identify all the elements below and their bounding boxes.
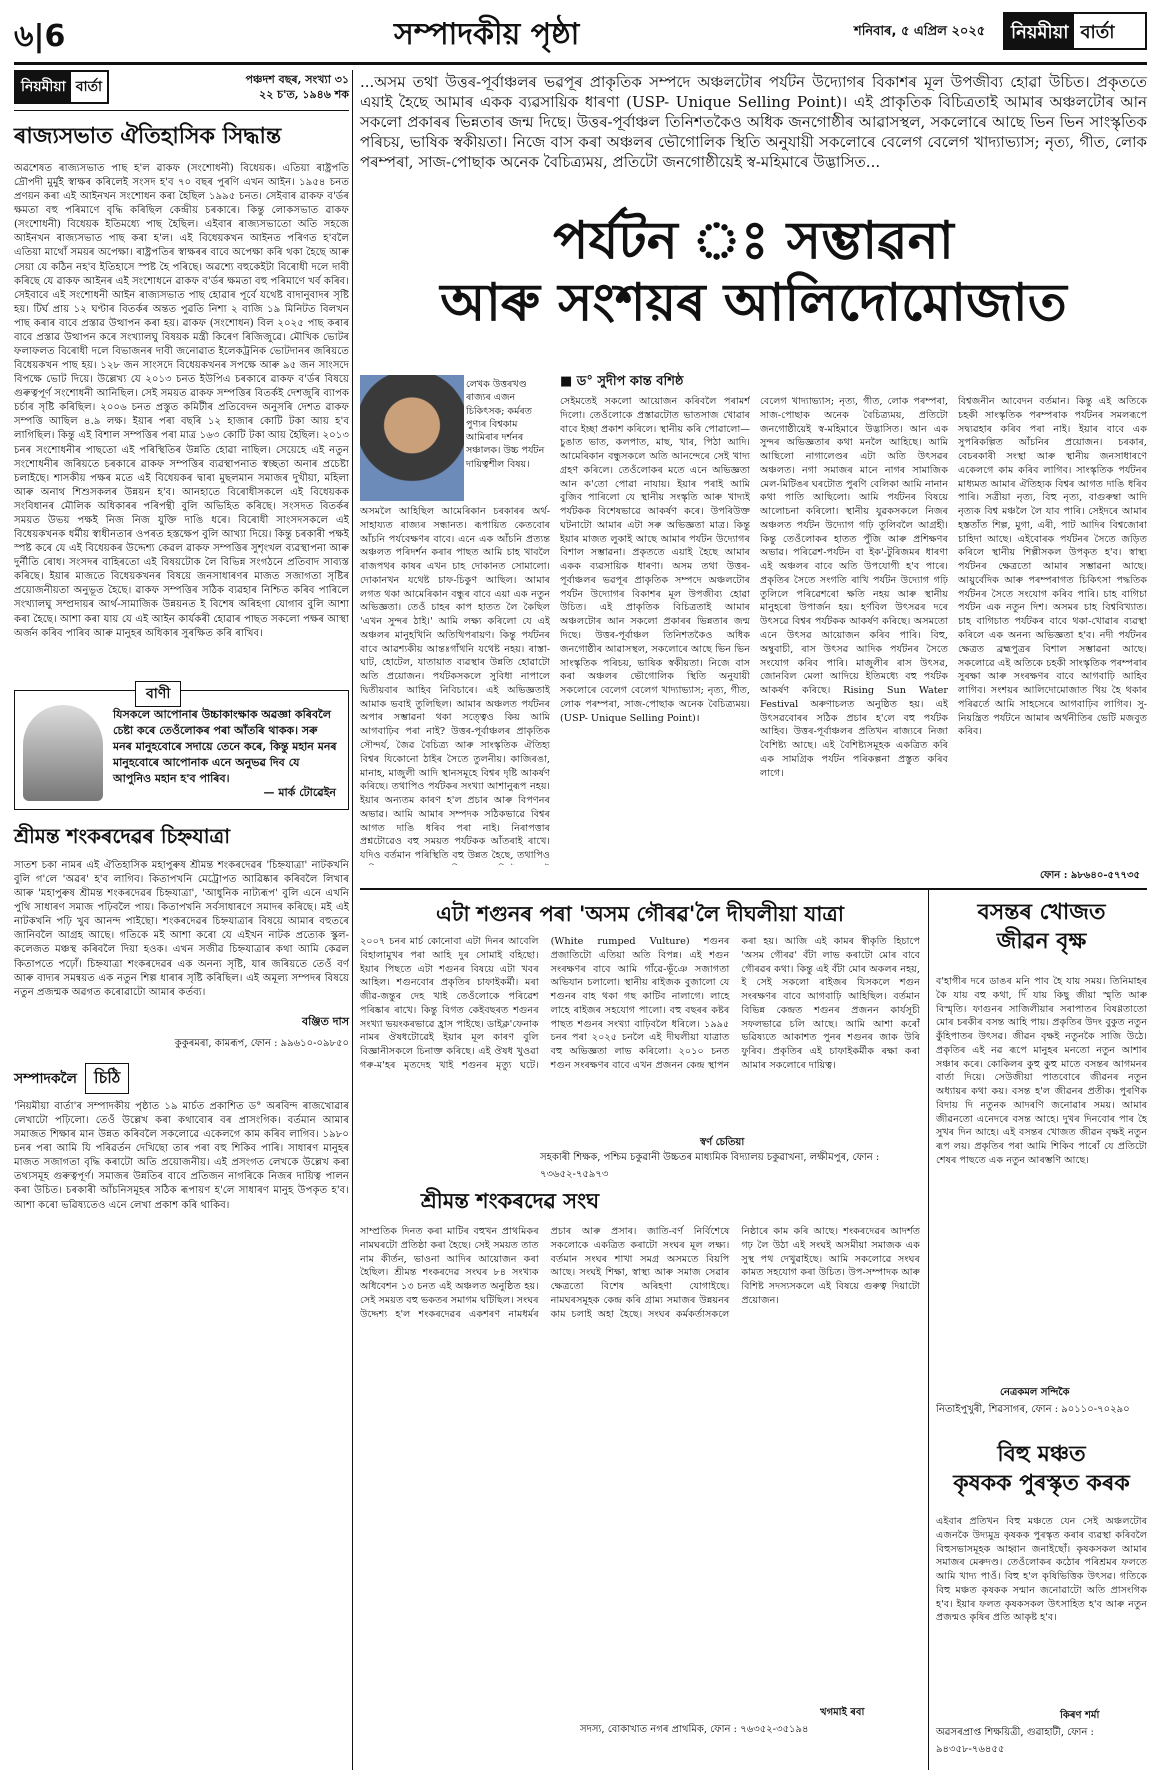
newspaper-logo <box>1003 12 1147 50</box>
letter-body-sangha: সাম্প্ৰতিক দিনত কৰা মাটিৰ বহুখন প্ৰাথমিকৰ নামঘৰটো প্ৰতিষ্ঠা কৰা হৈছে। সেই সময়ত তাত নাম কীৰ্তন, ভাওনা আদিৰ আয়োজন কৰা হৈছিল। শ্ৰীমন্ত শংকৰদেৱ সংঘৰ ৮৪ সংখ্যক অধিবেশন ১৩ চনত এই অঞ্চলত অনুষ্ঠিত হয়। সেই সময়ত বহু ভকতৰ সমাগম ঘটিছিল। সংঘৰ উদ্দেশ্য হ'ল শংকৰদেৱৰ একশৰণ নামধৰ্মৰ প্ৰচাৰ আৰু প্ৰসাৰ। জাতি-বৰ্ণ নিৰ্বিশেষে সকলোকে একত্ৰিত কৰাটো সংঘৰ মূল লক্ষ্য। বৰ্তমান সংঘৰ শাখা সমগ্ৰ অসমতে বিয়পি আছে। সংঘই শিক্ষা, স্বাস্থ্য আৰু সমাজ সেৱাৰ ক্ষেত্ৰতো বিশেষ অৰিহণা যোগাইছে। নামঘৰসমূহক কেন্দ্ৰ কৰি গ্ৰাম্য সমাজৰ উন্নয়নৰ কাম চলাই অহা হৈছে। সংঘৰ কৰ্মকৰ্তাসকলে নিষ্ঠাৰে কাম কৰি আছে। শংকৰদেৱৰ আদৰ্শত গঢ় লৈ উঠা এই সংঘই অসমীয়া সমাজক এক সুস্থ পথ দেখুৱাইছে। আমি সকলোৱে সংঘৰ কামত সহযোগ কৰা উচিত। উপ-সম্পাদক আৰু বিশিষ্ট সদস্যসকলে এই বিষয়ে গুৰুত্ব দিয়াটো প্ৰয়োজন। <box>360 1226 920 1320</box>
letter-body-basanta: ব'হাগীৰ দৰে ডাঙৰ মনি পাব হৈ যায় সময়। তিনিমাহৰ কৈ যায় বহু কথা, দিঁ যায় কিছু জীয়া স্মৃতি আৰু বিস্মৃতি। ফাগুনৰ সাজিলীয়াৰ সৰাপাতৰ বিষণ্ণতাতো মোৰ চৰকীৰ বসন্ত আহি পায়। প্ৰকৃতিৰ উদং বুকুত নতুন কুঁহিপাতৰ উৎসৱ। জীৱন বৃক্ষই নতুনকৈ সাজি উঠে। প্ৰকৃতিৰ এই নৱ ৰূপে মানুহৰ মনতো নতুন আশাৰ সঞ্চাৰ কৰে। কোকিলৰ কুহু কুহু মাতে বসন্তৰ আগমনৰ বাৰ্তা দিয়ে। সেউজীয়া পাতবোৰে জীৱনৰ নতুন অধ্যায়ৰ কথা কয়। বসন্ত হ'ল জীৱনৰ প্ৰতীক। পুৰণিক বিদায় দি নতুনক আদৰণি জনোৱাৰ সময়। আমাৰ জীৱনতো এনেদৰে বসন্ত আহে। দুখৰ দিনবোৰ পাৰ হৈ সুখৰ দিন আহে। এই বসন্তৰ খোজত জীৱন বৃক্ষই নতুন ৰূপ লয়। প্ৰকৃতিৰ পৰা আমি শিকিব পাৰোঁ যে প্ৰতিটো শেষৰ পাছতে এক নতুন আৰম্ভণি আছে। <box>936 976 1147 1166</box>
letter-title-basanta <box>936 898 1147 955</box>
letter-body-bihu: এইবাৰ প্ৰতিখন বিহু মঞ্চতে যেন সেই অঞ্চলটোৰ এজনকৈ উদ্যমুদ্ৰ কৃষকক পুৰস্কৃত কৰাৰ ব্যৱস্থা কৰিবলৈ বিহুসভাসমূহক আহ্বান জনাইছোঁ। কৃষকসকল আমাৰ সমাজৰ মেৰুদণ্ড। তেওঁলোকৰ কঠোৰ পৰিশ্ৰমৰ ফলতে আমি খাদ্য পাওঁ। বিহু হ'ল কৃষিভিত্তিক উৎসৱ। গতিকে বিহু মঞ্চত কৃষকক সন্মান জনোৱাটো অতি প্ৰাসংগিক হ'ব। ইয়াৰ ফলত কৃষকসকল উৎসাহিত হ'ব আৰু নতুন প্ৰজন্মও কৃষিৰ প্ৰতি আকৃষ্ট হ'ব। <box>936 1516 1147 1624</box>
masthead-logo <box>14 70 109 104</box>
article-column-1: অসমলৈ আহিছিল আমেৰিকান চৰকাৰৰ অৰ্থ-সাহায্যত ৰাজ্যৰ সন্ধানত। ৰূপায়িত কেতবোৰ আঁচনি পৰ্যবেক্ষণৰ বাবে। এনে এক আঁচনি প্ৰত্যন্ত অঞ্চলত পৰিদৰ্শন কৰাৰ পাছত আমি চাহ খাবলৈ ৰাজপথৰ কাষৰ এখন চাহ দোকানত সোমালো। দোকানখন যথেষ্ট চাফ-চিকুণ আছিল। আমাৰ লগত থকা আমেৰিকান বন্ধুৰ বাবে এয়া এক নতুন অভিজ্ঞতা। তেওঁ চাহৰ কাপ হাতত লৈ কৈছিল 'এখন সুন্দৰ ঠাই।' আমি লক্ষ্য কৰিলো যে এই অঞ্চলৰ মানুহখিনি অতিথিপৰায়ণ। কিন্তু পৰ্যটনৰ বাবে আৱশ্যকীয় আন্তঃগাঁথনি যথেষ্ট নহয়। ৰাস্তা-ঘাট, হোটেল, যাতায়াত ব্যৱস্থাৰ উন্নতি হোৱাটো অতি প্ৰয়োজন। পৰ্যটকসকলে সুবিধা নাপালে দ্বিতীয়বাৰ আহিব নিবিচাৰে। এই অভিজ্ঞতাই আমাক ভবাই তুলিছিল। আমাৰ অঞ্চলত পৰ্যটনৰ অপাৰ সম্ভাৱনা থকা সত্ত্বেও কিয় আমি আগবাঢ়িব পৰা নাই? উত্তৰ-পূৰ্বাঞ্চলৰ প্ৰাকৃতিক সৌন্দৰ্য, জৈৱ বৈচিত্ৰ্য আৰু সাংস্কৃতিক ঐতিহ্য বিশ্বৰ যিকোনো ঠাইৰ সৈতে তুলনীয়। কাজিৰঙা, মানাহ, মাজুলী আদি স্থানসমূহে বিশ্বৰ দৃষ্টি আকৰ্ষণ কৰিছে। তথাপিও পৰ্যটকৰ সংখ্যা আশানুৰূপ নহয়। ইয়াৰ অন্যতম কাৰণ হ'ল প্ৰচাৰ আৰু বিপণনৰ অভাৱ। আমি আমাৰ সম্পদক সঠিকভাৱে বিশ্বৰ আগত দাঙি ধৰিব পৰা নাই। নিৰাপত্তাৰ প্ৰশ্নটোৱেও বহু সময়ত পৰ্যটকক আঁতৰাই ৰাখে। যদিও বৰ্তমান পৰিস্থিতি বহু উন্নত হৈছে, তথাপিও <box>360 506 550 862</box>
letter-address-chinhajatra: কুকুৰমৰা, কামৰূপ, ফোন : ৯৯৬১০-০৯৮৫০ <box>174 1038 349 1049</box>
letter-address-bihu: অৱসৰপ্ৰাপ্ত শিক্ষয়িত্ৰী, গুৱাহাটী, ফোন : ৯৪৩৫৮-৭৬৪৫৫ <box>936 1727 1094 1755</box>
quote-author: — মাৰ্ক টোৱেইন <box>263 786 336 799</box>
letter-address-basanta: নিতাইপুখুৰী, শিৱসাগৰ, ফোন : ৯০১১০-৭০২৯০ <box>936 1404 1130 1415</box>
article-column-2: সেইমতেই সকলো আয়োজন কৰিবলৈ পৰামৰ্শ দিলো। তেওঁলোকে প্ৰস্তাৱটোত ভাতসাজ খোৱাৰ বাবে ইচ্ছা প্ৰকাশ কৰিলে। স্থানীয় কৰি পোৱালো—চুঙাত ভাত, কলপাত, মাছ, খাৰ, পিঠা আদি। আমেৰিকান বন্ধুসকলে অতি আনন্দেৰে সেই খাদ্য গ্ৰহণ কৰিলে। তেওঁলোকৰ মতে এনে অভিজ্ঞতা আন ক'তো পোৱা নাযায়। ইয়াৰ পৰাই আমি বুজিব পাৰিলো যে স্থানীয় সংস্কৃতি আৰু খাদ্যই পৰ্যটকক বিশেষভাৱে আকৰ্ষণ কৰে। উপৰিউক্ত ঘটনাটো আমাৰ এটা সৰু অভিজ্ঞতা মাত্ৰ। কিন্তু ইয়াৰ মাজত লুকাই আছে আমাৰ পৰ্যটন উদ্যোগৰ বিশাল সম্ভাৱনা। প্ৰকৃততে এয়াই হৈছে আমাৰ একক ব্যৱসায়িক ধাৰণা। অসম তথা উত্তৰ-পূৰ্বাঞ্চলৰ ভৱপূৰ প্ৰাকৃতিক সম্পদে অঞ্চলটোৰ পৰ্যটন উদ্যোগৰ বিকাশৰ মূল উপজীব্য হোৱা উচিত। এই প্ৰাকৃতিক বিচিত্ৰতাই আমাৰ অঞ্চলটোৰ আন সকলো প্ৰকাৰৰ ভিন্নতাৰ জন্ম দিছে। উত্তৰ-পূৰ্বাঞ্চল তিনিশতকৈও অধিক জনগোষ্ঠীৰ আৱাসস্থল, সকলোৰে আছে ভিন ভিন সাংস্কৃতিক পৰিচয়, ভাষিক স্বকীয়তা। নিজে বাস কৰা অঞ্চলৰ ভৌগোলিক স্থিতি অনুযায়ী সকলোৰে বেলেগ বেলেগ খাদ্যাভ্যাস; নৃত্য, গীত, লোক পৰম্পৰা, সাজ-পোছাক অনেক বৈচিত্ৰ্যময়। (USP- Unique Selling Point)। <box>560 396 750 724</box>
masthead-logo-1: নিয়মীয়া <box>16 72 71 102</box>
basanta-title-1: বসন্তৰ খোজত <box>977 899 1106 925</box>
letters-label-2: চিঠি <box>85 1063 129 1094</box>
editorial-body: অৱশেষত ৰাজ্যসভাত পাছ হ'ল ৱাকফ (সংশোধনী) বিধেয়ক। এতিয়া ৰাষ্ট্ৰপতি দ্ৰৌপদী মুৰ্মুই স্বাক্ষৰ কৰিলেই সংসদ হ'ব ৭০ বছৰ পুৰণি এখন আইন। ১৯৫৪ চনত প্ৰণয়ন কৰা এই আইনখন সংশোধন কৰা হৈছিল ১৯৯৫ চনত। সেইবাৰ ৱাকফ ব'ৰ্ডৰ ক্ষমতা বহু পৰিমাণে বৃদ্ধি কৰিছিল কেন্দ্ৰীয় চৰকাৰে। কিন্তু লোকসভাত ৱাকফ (সংশোধনী) বিধেয়ক ইতিমধ্যে পাছ হৈছিল। এইবাৰ ৰাজ্যসভাতো অতি সহজে আইনখন ৰাজ্যসভাত পাছ কৰা হ'ল। এই বিধেয়কখন আইনত পৰিণত হ'বলৈ এতিয়া মাথোঁ সময়ৰ অপেক্ষা। ৰাষ্ট্ৰপতিৰ স্বাক্ষৰৰ বাবে অপেক্ষা কৰি থকা হৈছে আৰু সেয়া যে কঠিন নহ'ব ইতিহাসে স্পষ্ট হৈ পৰিছে। অৱশ্যে বহুকেইটা বিৰোধী দলে দাবী কৰিছে যে ৱাকফ আইনৰ এই সংশোধনে ৱাকফ ব'ৰ্ডৰ ক্ষমতা বহু পৰিমাণে খৰ্ব কৰিব। সেইবাবে এই সংশোধনী আইন ৰাজ্যসভাত পাছ হোৱাৰ পূৰ্বে যথেষ্ট বাদানুবাদৰ সৃষ্টি হয়। টিৰ্ঘ প্ৰায় ১২ ঘণ্টাৰ বিতৰ্কৰ অন্তত পুৱতি নিশা ২ বাজি ১৯ মিনিটত বিলখন পাছ কৰাৰ বাবে প্ৰস্তাৱ উত্থাপন কৰা হয়। ৱাকফ (সংশোধন) বিল ২০২৫ পাছ কৰাৰ বাবে প্ৰস্তাৱ উত্থাপন কৰে সংখ্যালঘু বিষয়ক মন্ত্ৰী কিৰেণ ৰিজিজুৱে। মৌখিক ভোটৰ ফলাফলত বিৰোধী দলে বিভাজনৰ দাবী জনোৱাত ইলেকট্ৰনিক ভোটদানৰ জৰিয়তে বিধেয়কখন পাছ হয়। ১২৮ জন সাংসদে বিধেয়কখনৰ সপক্ষে আৰু ৯৫ জন সাংসদে বিপক্ষে ভোট দিয়ে। উল্লেখ্য যে ২০১৩ চনত ইউপিএ চৰকাৰে ৱাকফ ব'ৰ্ডৰ বিষয়ে গুৰুত্বপূৰ্ণ সংশোধনী আনিছিল। সেই সময়ত ৱাকফ সম্পত্তিৰ বিতৰ্কই দেশজুৰি ব্যাপক চৰ্চাৰ সৃষ্টি কৰিছিল। ২০০৬ চনত প্ৰস্তুত কমিটীৰ প্ৰতিবেদন অনুসৰি দেশত ৱাকফ সম্পত্তি আছিল ৪.৯ লক্ষ। ইয়াৰ পৰা বছৰি ১২ হাজাৰ কোটি টকা আয় হ'ব লাগিছিল। কিন্তু এই বিশাল সম্পত্তিৰ পৰা মাত্ৰ ১৬৩ কোটি টকা আয় হৈছিল। ২০১৩ চনৰ সংশোধনীৰ পাছতো এই পৰিস্থিতিৰ উন্নতি হোৱা নাছিল। সেয়েহে এই নতুন সংশোধনীৰ জৰিয়তে চৰকাৰে ৱাকফ সম্পত্তিৰ ব্যৱস্থাপনাত স্বচ্ছতা অনাৰ প্ৰচেষ্টা চলাইছে। শাসকীয় পক্ষৰ মতে এই বিধেয়কৰ দ্বাৰা মুছলমান সমাজৰ দুখীয়া, মহিলা আৰু অনাথ শিশুসকলৰ উন্নয়ন হ'ব। আনহাতে বিৰোধীসকলে এই বিধেয়কক সংবিধানৰ মৌলিক অধিকাৰৰ পৰিপন্থী বুলি অভিহিত কৰিছে। সংসদত বিতৰ্কৰ সময়ত উভয় পক্ষই নিজ নিজ যুক্তি দাঙি ধৰে। বিৰোধী সাংসদসকলে এই বিধেয়কখনক ধৰ্মীয় স্বাধীনতাৰ ওপৰত হস্তক্ষেপ বুলি আখ্যা দিয়ে। কিন্তু চৰকাৰী পক্ষই স্পষ্ট কৰে যে এই বিধেয়কৰ উদ্দেশ্য কেৱল ৱাকফ সম্পত্তিৰ সুশৃংখল ব্যৱস্থাপনা আৰু দুৰ্নীতি ৰোধ। সংসদৰ বাহিৰতো এই বিষয়টোক লৈ বিভিন্ন সংগঠনে প্ৰতিবাদ সাব্যস্ত কৰিছে। ইয়াৰ মাজতে বিধেয়কখনৰ বিষয়ে জনসাধাৰণৰ মাজত সজাগতা সৃষ্টিৰ প্ৰয়োজনীয়তা অনুভূত হৈছে। ৱাকফ সম্পত্তিৰ সঠিক ব্যৱহাৰ নিশ্চিত কৰিব পাৰিলে সংখ্যালঘু সম্প্ৰদায়ৰ আৰ্থ-সামাজিক উন্নয়নত ই বিশেষ অৰিহণা যোগাব বুলি আশা কৰা হৈছে। আশা কৰা যায় যে এই আইন কাৰ্যকৰী হোৱাৰ পাছত সকলো পক্ষৰ আস্থা অৰ্জন কৰিব পাৰিব আৰু মানুহৰ অধিকাৰ সুৰক্ষিত কৰি ৰাখিব। <box>14 163 349 639</box>
letter-title-chinhajatra: শ্ৰীমন্ত শংকৰদেৱৰ চিহ্নযাত্ৰা <box>14 824 231 848</box>
section-title: সম্পাদকীয় পৃষ্ঠা <box>394 17 580 52</box>
logo-part-2: বাৰ্তা <box>1080 22 1115 43</box>
year-issue: পঞ্চদশ বছৰ, সংখ্যা ৩১ <box>245 72 349 86</box>
letters-label-1: সম্পাদকলৈ <box>14 1070 77 1087</box>
article-column-4: বিশ্বজনীন আবেদন বৰ্তমান। কিন্তু এই অতিকে চহকী সাংস্কৃতিক পৰম্পৰাক পৰ্যটনৰ সমলৰূপে সদ্ব্যৱহাৰ কৰিব পৰা নাই। ইয়াৰ বাবে এক সুপৰিকল্পিত আঁচনিৰ প্ৰয়োজন। চৰকাৰ, বেচৰকাৰী সংস্থা আৰু স্থানীয় জনসাধাৰণে একেলগে কাম কৰিব লাগিব। সাংস্কৃতিক পৰ্যটনৰ মাধ্যমত আমাৰ ঐতিহ্যক বিশ্বৰ আগত দাঙি ধৰিব পাৰি। সত্ৰীয়া নৃত্য, বিহু নৃত্য, বাগুৰুম্বা আদি নৃত্যক বিশ্ব মঞ্চলৈ লৈ যাব পাৰি। সেইদৰে আমাৰ হস্ততাঁত শিল্প, মুগা, এৰী, পাট আদিৰ বিশ্বজোৰা চাহিদা আছে। এইবোৰক পৰ্যটনৰ সৈতে জড়িত কৰিলে স্থানীয় শিল্পীসকল উপকৃত হ'ব। স্বাস্থ্য পৰ্যটনৰ ক্ষেত্ৰতো আমাৰ সম্ভাৱনা আছে। আয়ুৰ্বেদিক আৰু পৰম্পৰাগত চিকিৎসা পদ্ধতিক পৰ্যটনৰ সৈতে সংযোগ কৰিব পাৰি। চাহ বাগিচা পৰ্যটন এক নতুন দিশ। অসমৰ চাহ বিশ্ববিখ্যাত। চাহ বাগিচাত পৰ্যটকৰ বাবে থকা-খোৱাৰ ব্যৱস্থা কৰিলে এক অনন্য অভিজ্ঞতা হ'ব। নদী পৰ্যটনৰ ক্ষেত্ৰত ব্ৰহ্মপুত্ৰৰ বিশাল সম্ভাৱনা আছে। সকলোৱে এই অতিকে চহকী সাংস্কৃতিক পৰম্পৰাৰ সুৰক্ষা আৰু সংৰক্ষণৰ বাবে আগবাঢ়ি আহিব লাগিব। সংশয়ৰ আলিদোমোজাত থিয় হৈ থকাৰ পৰিৱৰ্তে আমি সাহসেৰে আগবাঢ়িব লাগিব। সু-নিয়ন্ত্ৰিত পৰ্যটনে আমাৰ অৰ্থনীতিৰ ভেটি মজবুত কৰিব। <box>958 396 1147 738</box>
letter-title-sangha: শ্ৰীমন্ত শংকৰদেৱ সংঘ <box>420 1188 600 1213</box>
editorial-title: ৰাজ্যসভাত ঐতিহাসিক সিদ্ধান্ত <box>14 123 282 149</box>
letter-body-chinhajatra: সাতশ চকা নামৰ এই ঐতিহাসিক মহাপুৰুষ শ্ৰীমন্ত শংকৰদেৱৰ 'চিহ্নযাত্ৰা' নাটকখনি বুলি গ'লে 'অৱৰ' হ'ব লাগিব। কিতাপখনি মেট্ৰোপত আৱিষ্কাৰ কৰিবলৈ লিখাৰ আৰু 'মহাপুৰুষ শ্ৰীমন্ত শংকৰদেৱৰ চিহ্নযাত্ৰা', 'আধুনিক নাট্যৰূপ' বুলি এনে এখনি পুথি সাধাৰণ সমাজ পঢ়িবলৈ পায়। কিতাপখনি সৰ্বসাধাৰণে সমাদৰ কৰিছে। মই এই নাটকখনি পঢ়ি খুব আনন্দ পাইছো। শংকৰদেৱৰ চিহ্নযাত্ৰাৰ বিষয়ে আমাৰ বহুতৰে জানিবলৈ আগ্ৰহ আছে। গতিকে মই আশা কৰো যে এইখন নাটক প্ৰত্যেক স্কুল-কলেজত মঞ্চস্থ কৰিবলৈ দিয়া হওক। এখন সজীৱ চিহ্নযাত্ৰাৰ কথা আমি কেৱল কিতাপতে পঢ়োঁ। চিহ্নযাত্ৰা শংকৰদেৱৰ এক অনন্য সৃষ্টি, যাৰ জৰিয়তে তেওঁ বৰ্ণ আৰু বাদ্যৰ সমন্বয়ত এক নতুন শিল্প ধাৰাৰ সৃষ্টি কৰিছিল। এই অমূল্য সম্পদৰ বিষয়ে নতুন প্ৰজন্মক অৱগত কৰোৱাটো আমাৰ কৰ্তব্য। <box>14 860 349 998</box>
column-divider <box>352 70 353 1770</box>
letter-author-chinhajatra: বঞ্জিত দাস <box>302 1015 349 1028</box>
quote-text: যিসকলে আপোনাৰ উচ্চাকাংক্ষাক অৱজ্ঞা কৰিবলৈ চেষ্টা কৰে তেওঁলোকৰ পৰা আঁতৰি থাকক। সৰু মনৰ মানুহবোৰে সদায়ে তেনে কৰে, কিন্তু মহান মনৰ মানুহবোৰে আপোনাক এনে অনুভৱ দিব যে আপুনিও মহান হ'ব পাৰিব। <box>113 708 337 785</box>
article-pullquote: ...অসম তথা উত্তৰ-পূৰ্বাঞ্চলৰ ভৱপূৰ প্ৰাকৃতিক সম্পদে অঞ্চলটোৰ পৰ্যটন উদ্যোগৰ বিকাশৰ মূল উপজীব্য হোৱা উচিত। প্ৰকৃততে এয়াই হৈছে আমাৰ একক ব্যৱসায়িক ধাৰণা (USP- Unique Selling Point)। এই প্ৰাকৃতিক বিচিত্ৰতাই আমাৰ অঞ্চলটোৰ আন সকলো প্ৰকাৰৰ ভিন্নতাৰ জন্ম দিছে। উত্তৰ-পূৰ্বাঞ্চল তিনিশতকৈও অধিক জনগোষ্ঠীৰ আৱাসস্থল, সকলোৰে আছে ভিন ভিন সাংস্কৃতিক পৰিচয়, ভাষিক স্বকীয়তা। নিজে বাস কৰা অঞ্চলৰ ভৌগোলিক স্থিতি অনুযায়ী সকলোৰে বেলেগ বেলেগ খাদ্যাভ্যাস; নৃত্য, গীত, লোক পৰম্পৰা, সাজ-পোছাক অনেক বৈচিত্ৰ্যময়, প্ৰতিটো জনগোষ্ঠীয়েই স্ব-মহিমাৰে উদ্ভাসিত... <box>360 73 1147 172</box>
masthead <box>14 70 349 111</box>
letters-body: 'নিয়মীয়া বাৰ্তা'ৰ সম্পাদকীয় পৃষ্ঠাত ১৯ মাৰ্চত প্ৰকাশিত ড° অৰবিন্দ ৰাজখোৱাৰ লেখাটো পঢ়িলো। তেওঁ উল্লেখ কৰা কথাবোৰ বৰ প্ৰাসংগিক। বৰ্তমান আমাৰ সমাজত শিক্ষাৰ মান উন্নত কৰিবলৈ সকলোৱে একেলগে কাম কৰিব লাগিব। ১৯৮০ চনৰ পৰা আমি যি পৰিৱৰ্তন দেখিছো তাৰ পৰা বহু শিকিব পাৰি। সাধাৰণ মানুহৰ মাজত সজাগতা বৃদ্ধি কৰাটো অতি প্ৰয়োজনীয়। এই প্ৰসংগত লেখকে উল্লেখ কৰা তথ্যসমূহ গুৰুত্বপূৰ্ণ। সমাজৰ উন্নতিৰ বাবে প্ৰতিজন নাগৰিকে নিজৰ দায়িত্ব পালন কৰা উচিত। চৰকাৰী আঁচনিসমূহৰ সঠিক ৰূপায়ণ হ'লে সাধাৰণ মানুহ উপকৃত হ'ব। আশা কৰো ভৱিষ্যতেও এনে লেখা প্ৰকাশ কৰি থাকিব। <box>14 1101 349 1211</box>
article-phone: ফোন : ৯৮৬৪০-৫৭৭৩৫ <box>1040 870 1140 881</box>
author-portrait <box>23 705 103 801</box>
bihu-title-1: বিহু মঞ্চত <box>997 1441 1086 1467</box>
bihu-title-2: কৃষকক পুৰস্কৃত কৰক <box>953 1469 1130 1496</box>
article-byline: ■ ড° সুদীপ কান্ত বশিষ্ঠ <box>560 374 684 389</box>
quote-box <box>14 686 349 810</box>
issue-date: শনিবাৰ, ৫ এপ্ৰিল ২০২৫ <box>854 24 986 39</box>
author-info: লেখক উত্তৰখণ্ড ৰাজ্যৰ এজন চিকিৎসক; কৰ্মৰত পুণ্যৰ বিশ্বকাম আমিৰাৰ দৰ্শনৰ সঞ্চালক। উচ্চ পৰ্যটন দায়িত্বশীল বিষয়। <box>466 379 545 470</box>
letter-author-bihu: কিৰণ শৰ্মা <box>1060 1710 1100 1721</box>
page-number: ৬|6 <box>14 19 66 54</box>
letter-author-basanta: নেত্ৰকমল সন্দিকৈ <box>1000 1387 1070 1398</box>
left-column <box>14 70 349 1330</box>
letter-title-asom-gourav: এটা শগুনৰ পৰা 'অসম গৌৰৱ'লৈ দীঘলীয়া যাত্ৰা <box>436 901 844 926</box>
quote-label: বাণী <box>135 681 181 707</box>
page-header <box>14 6 1147 65</box>
section-rule <box>360 888 1147 890</box>
headline-line-1: পৰ্যটন ঃ সম্ভাৱনা <box>553 211 954 271</box>
basanta-title-2: জীৱন বৃক্ষ <box>996 927 1087 954</box>
article-headline <box>360 210 1147 335</box>
masthead-logo-2: বাৰ্তা <box>75 79 103 95</box>
column-divider-right <box>928 890 929 1770</box>
logo-part-1: নিয়মীয়া <box>1005 14 1074 48</box>
letters-header <box>14 1063 349 1094</box>
letter-author-sangha: খগমাই ৰবা <box>820 1707 865 1718</box>
letter-author-asom-gourav: স্বৰ্ণ চেতিয়া <box>700 1137 745 1148</box>
masthead-meta <box>119 72 349 103</box>
letter-title-bihu <box>936 1440 1147 1497</box>
letter-address-sangha: সদস্য, বোকাখাত নগৰ প্ৰাথমিক, ফোন : ৭৬৩৫২-৩৫১৯৪ <box>580 1724 809 1735</box>
article-column-3: বেলেগ খাদ্যাভ্যাস; নৃত্য, গীত, লোক পৰম্পৰা, সাজ-পোছাক অনেক বৈচিত্ৰ্যময়, প্ৰতিটো জনগোষ্ঠীয়েই স্ব-মহিমাৰে উদ্ভাসিত। আন এক সুন্দৰ অভিজ্ঞতাৰ কথা মনলৈ আহিছে। আমি আছিলো নাগালেণ্ডৰ এটা অতি উৎসৱৰ অঞ্চলত। নগা সমাজৰ মানে নাগৰ সামাজিক মেল-মিটিঙৰ ঘৰটোত পুৰণি বেলিকা আমি নানান কথা পাতি আছিলো। আমি পৰ্যটনৰ বিষয়ে আলোচনা কৰিলো। স্থানীয় যুৱকসকলে নিজৰ অঞ্চলত পৰ্যটন উদ্যোগ গঢ়ি তুলিবলৈ আগ্ৰহী। কিন্তু তেওঁলোকৰ হাতত পুঁজি আৰু প্ৰশিক্ষণৰ অভাৱ। পৰিৱেশ-পৰ্যটন বা ইক'-টুৰিজমৰ ধাৰণা এই অঞ্চলৰ বাবে অতি উপযোগী হ'ব পাৰে। প্ৰকৃতিৰ সৈতে সংগতি ৰাখি পৰ্যটন উদ্যোগ গঢ়ি তুলিলে পৰিৱেশৰো ক্ষতি নহয় আৰু স্থানীয় মানুহৰো উপাৰ্জন হয়। হৰ্ণবিল উৎসৱৰ দৰে উৎসৱে বিশ্বৰ পৰ্যটকক আকৰ্ষণ কৰিছে। অসমতো এনে উৎসৱ আয়োজন কৰিব পাৰি। বিহু, অম্বুবাচী, ৰাস উৎসৱ আদিক পৰ্যটনৰ সৈতে সংযোগ কৰিব পাৰি। মাজুলীৰ ৰাস উৎসৱ, জোনবিল মেলা আদিয়ে ইতিমধ্যে বহু পৰ্যটক আকৰ্ষণ কৰিছে। Rising Sun Water Festival অৰুণাচলত অনুষ্ঠিত হয়। এই উৎসৱবোৰৰ সঠিক প্ৰচাৰ হ'লে বহু পৰ্যটক আহিব। উত্তৰ-পূৰ্বাঞ্চলৰ প্ৰতিখন ৰাজ্যৰে নিজা বৈশিষ্ট্য আছে। এই বৈশিষ্ট্যসমূহক একত্ৰিত কৰি এক সামগ্ৰিক পৰ্যটন পৰিকল্পনা প্ৰস্তুত কৰিব লাগে। <box>760 396 948 779</box>
letter-body-asom-gourav: ২০০৭ চনৰ মাৰ্চ কোনোবা এটা দিনৰ আবেলি বিহালামুখৰ পৰা আহি দুৰ সোমাই বহিছো। ইয়াৰ পিছতে এটা শগুনৰ বিষয়ে এটা খবৰ আহিল। শগুনবোৰ প্ৰকৃতিৰ চাফাইকৰ্মী। মৰা জীৱ-জন্তুৰ দেহ খাই তেওঁলোকে পৰিৱেশ পৰিষ্কাৰ ৰাখে। কিন্তু বিগত কেইবছৰত শগুনৰ সংখ্যা ভয়ংকৰভাৱে হ্ৰাস পাইছে। ডাইক্ল'ফেনাক নামৰ ঔষধটোৱেই ইয়াৰ মূল কাৰণ বুলি বিজ্ঞানীসকলে চিনাক্ত কৰিছে। এই ঔষধ খুওৱা গৰু-ম'হৰ মৃতদেহ খাই শগুনৰ মৃত্যু ঘটে। (White rumped Vulture) শগুনৰ প্ৰজাতিটো এতিয়া অতি বিপন্ন। এই শগুন সংৰক্ষণৰ বাবে আমি গাঁৱে-ভূঁঞে সজাগতা অভিযান চলালো। স্থানীয় ৰাইজক বুজালো যে শগুনৰ বাহ থকা গছ কাটিব নালাগে। লাহে লাহে ৰাইজৰ সহযোগ পালো। বহু বছৰৰ কষ্টৰ পাছত শগুনৰ সংখ্যা বাঢ়িবলৈ ধৰিলে। ১৯৯৫ চনৰ পৰা ২০২৫ চনলৈ এই দীঘলীয়া যাত্ৰাত বহু অভিজ্ঞতা লাভ কৰিলো। ২০১০ চনত শগুন সংৰক্ষণৰ বাবে এখন প্ৰজনন কেন্দ্ৰ স্থাপন কৰা হয়। আজি এই কামৰ স্বীকৃতি হিচাপে 'অসম গৌৰৱ' বঁটা লাভ কৰাটো মোৰ বাবে গৌৰৱৰ কথা। কিন্তু এই বঁটা মোৰ অকলৰ নহয়, ই সেই সকলো ৰাইজৰ যিসকলে শগুন সংৰক্ষণৰ বাবে আগবাঢ়ি আহিছিল। বৰ্তমান বিভিন্ন কেন্দ্ৰত শগুনৰ প্ৰজনন কাৰ্যসূচী সফলভাৱে চলি আছে। আমি আশা কৰোঁ ভৱিষ্যতে আকাশত পুনৰ শগুনৰ জাক উৰি ফুৰিব। প্ৰকৃতিৰ এই চাফাইকৰ্মীক ৰক্ষা কৰা আমাৰ সকলোৰে দায়িত্ব। <box>360 936 920 1071</box>
saka-date: ২২ চ'ত, ১৯৪৬ শক <box>259 88 349 101</box>
letter-address-asom-gourav: সহকাৰী শিক্ষক, পশ্চিম চকুৱানী উচ্চতৰ মাধ্যমিক বিদ্যালয় চকুৱাখনা, লক্ষীমপুৰ, ফোন : ৭৩৬৫২-৭৫৯৭৩ <box>540 1152 880 1180</box>
headline-line-2: আৰু সংশয়ৰ আলিদোমোজাত <box>440 273 1067 334</box>
author-photo <box>360 375 464 501</box>
